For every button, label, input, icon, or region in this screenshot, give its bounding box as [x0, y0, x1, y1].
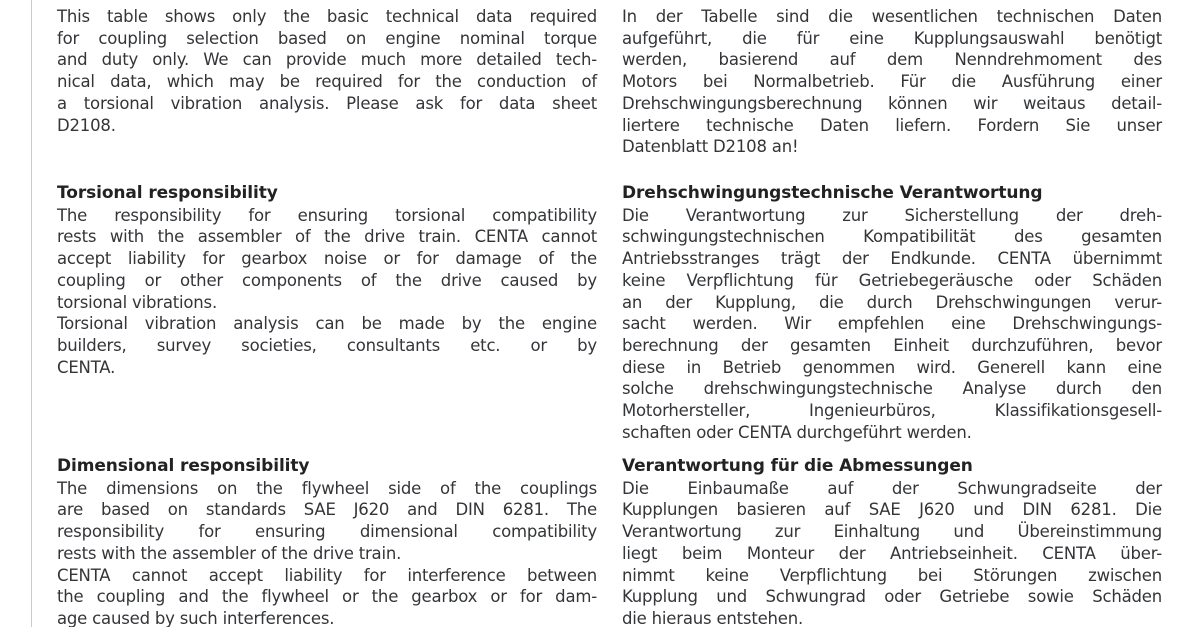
- text-line: aufgeführt, die für eine Kupplungsauswahl benötigt: [622, 28, 1162, 48]
- heading-dimensional-responsibility: Dimensional responsibility: [57, 456, 310, 476]
- text-line: a torsional vibration analysis. Please ask for data sheet: [57, 93, 597, 113]
- text-line: for coupling selection based on engine nominal torque: [57, 28, 597, 48]
- text-line: In der Tabelle sind die wesentlichen technischen Daten: [622, 7, 1162, 26]
- text-line: schaften oder CENTA durchgeführt werden.: [622, 422, 972, 442]
- section-verantwortung-abmessungen: [622, 456, 1162, 627]
- text-line: diese in Betrieb genommen wird. Generell kann eine: [622, 357, 1162, 377]
- text-line: an der Kupplung, die durch Drehschwingungen verur-: [622, 292, 1162, 312]
- text-line: Kupplung und Schwungrad oder Getriebe sowie Schäden: [622, 587, 1162, 607]
- text-line: liegt beim Monteur der Antriebseinheit. CENTA über-: [622, 543, 1162, 563]
- text-line: D2108.: [57, 115, 116, 135]
- text-line: Die Einbaumaße auf der Schwungradseite der: [622, 478, 1162, 498]
- heading-verantwortung-abmessungen: Verantwortung für die Abmessungen: [622, 456, 973, 476]
- text-line: Antriebsstranges trägt der Endkunde. CENTA übernimmt: [622, 249, 1162, 269]
- text-line: keine Verpflichtung für Getriebegeräusche oder Schäden: [622, 270, 1162, 290]
- text-line: The responsibility for ensuring torsional compatibility: [57, 205, 597, 225]
- text-line: age caused by such interferences.: [57, 608, 335, 627]
- text-line: Verantwortung zur Einhaltung und Übereinstimmung: [622, 522, 1162, 542]
- text-line: solche drehschwingungstechnische Analyse durch den: [622, 379, 1162, 399]
- text-line: rests with the assembler of the drive train. CENTA cannot: [57, 227, 597, 247]
- text-line: sacht werden. Wir empfehlen eine Drehschwingungs-: [622, 314, 1162, 334]
- text-line: accept liability for gearbox noise or for damage of the: [57, 249, 597, 269]
- paragraph-dimensional-responsibility: [57, 478, 597, 627]
- section-intro-en: [57, 6, 597, 136]
- text-line: CENTA cannot accept liability for interference between: [57, 565, 597, 585]
- text-line: responsibility for ensuring dimensional compatibility: [57, 522, 597, 542]
- section-dimensional-responsibility: [57, 456, 597, 627]
- text-line: werden, basierend auf dem Nenndrehmoment des: [622, 50, 1162, 70]
- text-line: CENTA.: [57, 357, 116, 377]
- text-line: This table shows only the basic technical data required: [57, 7, 597, 26]
- text-line: berechnung der gesamten Einheit durchzuführen, bevor: [622, 335, 1162, 355]
- section-torsional-responsibility: [57, 183, 597, 378]
- text-line: nimmt keine Verpflichtung bei Störungen zwischen: [622, 565, 1162, 585]
- text-line: Drehschwingungsberechnung können wir weitaus detail-: [622, 93, 1162, 113]
- column-english: [57, 0, 597, 627]
- text-line: coupling or other components of the drive caused by: [57, 270, 597, 290]
- text-line: rests with the assembler of the drive train.: [57, 543, 402, 563]
- text-line: are based on standards SAE J620 and DIN 6281. The: [57, 500, 597, 520]
- paragraph-drehschwingungstechnische-verantwortung: [622, 205, 1162, 444]
- paragraph-intro-en: [57, 6, 597, 136]
- text-line: builders, survey societies, consultants etc. or by: [57, 335, 597, 355]
- text-line: schwingungstechnischen Kompatibilität des gesamten: [622, 227, 1162, 247]
- text-line: Motors bei Normalbetrieb. Für die Ausführung einer: [622, 72, 1162, 92]
- text-line: The dimensions on the flywheel side of the couplings: [57, 478, 597, 498]
- text-line: Torsional vibration analysis can be made by the engine: [57, 314, 597, 334]
- text-line: nical data, which may be required for the conduction of: [57, 72, 597, 92]
- paragraph-verantwortung-abmessungen: [622, 478, 1162, 627]
- text-line: the coupling and the flywheel or the gearbox or for dam-: [57, 587, 597, 607]
- text-line: Die Verantwortung zur Sicherstellung der dreh-: [622, 205, 1162, 225]
- text-line: liertere technische Daten liefern. Fordern Sie unser: [622, 115, 1162, 135]
- text-line: die hieraus entstehen.: [622, 608, 804, 627]
- heading-torsional-responsibility: Torsional responsibility: [57, 183, 278, 203]
- text-line: Kupplungen basieren auf SAE J620 und DIN 6281. Die: [622, 500, 1162, 520]
- text-line: and duty only. We can provide much more detailed tech-: [57, 50, 597, 70]
- text-line: torsional vibrations.: [57, 292, 217, 312]
- text-line: Datenblatt D2108 an!: [622, 137, 799, 157]
- text-line: Motorhersteller, Ingenieurbüros, Klassifikationsgesell-: [622, 401, 1162, 421]
- column-german: [622, 0, 1162, 627]
- paragraph-torsional-responsibility: [57, 205, 597, 379]
- section-intro-de: [622, 6, 1162, 158]
- left-margin-rule: [31, 0, 32, 627]
- paragraph-intro-de: [622, 6, 1162, 158]
- section-drehschwingungstechnische-verantwortung: [622, 183, 1162, 443]
- heading-drehschwingungstechnische-verantwortung: Drehschwingungstechnische Verantwortung: [622, 183, 1043, 203]
